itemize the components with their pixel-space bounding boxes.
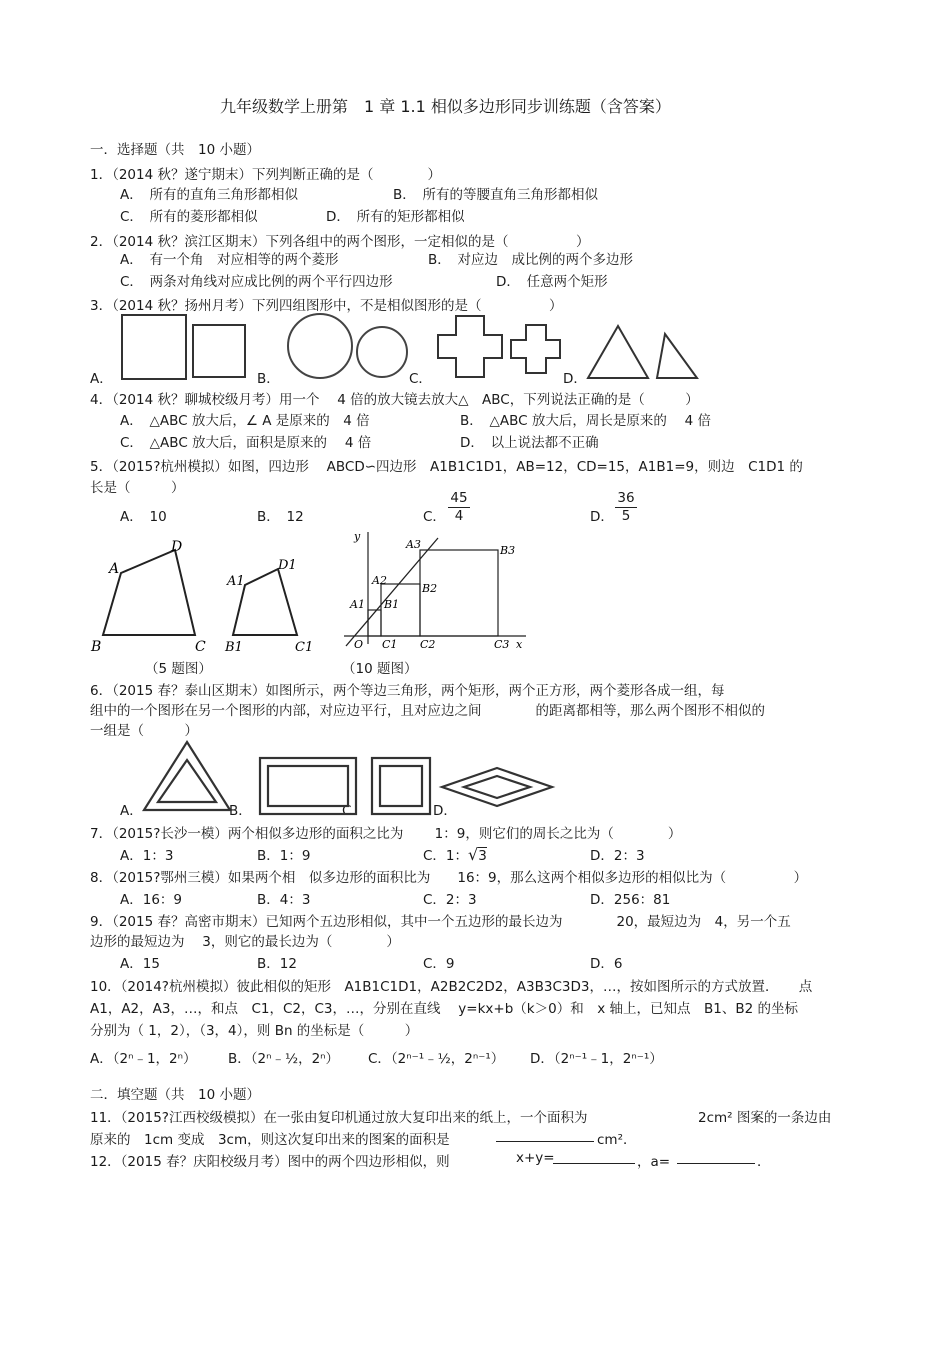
q3-figures: [100, 308, 720, 386]
q6-a-outer-triangle: [144, 742, 230, 810]
q10-figure-caption: （10 题图）: [342, 661, 418, 677]
q10-label-b3: B3: [500, 544, 516, 557]
q10-stem-line1: 10．（2014?杭州模拟）彼此相似的矩形 A1B1C1D1，A2B2C2D2，A3B3C3D3，…，按如图所示的方式放置． 点: [90, 979, 813, 995]
q6-option-d: D．: [433, 803, 457, 819]
q10-label-c1: C1: [382, 638, 398, 651]
q8-option-c: C．2：3: [423, 892, 477, 908]
q3-option-b: B．: [257, 371, 280, 387]
q6-d-outer-rhombus: [442, 768, 552, 806]
q5-c-denominator: 4: [454, 508, 464, 524]
q6-option-b: B．: [229, 803, 252, 819]
q6-option-c: C．: [342, 803, 365, 819]
q8-stem: 8．（2015?鄂州三模）如果两个相 似多边形的面积比为 16：9，那么这两个相似多边形的相似比为（ ）: [90, 870, 808, 886]
q12-a-label: ，a=: [637, 1154, 671, 1170]
q5-label-a1: A1: [227, 574, 245, 589]
q5-label-d: D: [171, 539, 183, 555]
q12-xy-label: x+y=: [516, 1150, 555, 1166]
q12-end: ．: [757, 1154, 771, 1170]
q10-label-o: O: [354, 638, 364, 651]
q3-option-a: A．: [90, 371, 113, 387]
q12-stem: 12．（2015 春？庆阳校级月考）图中的两个四边形相似，则: [90, 1154, 450, 1170]
q3-a-big-square: [122, 315, 186, 379]
q11-stem-line2: 原来的 1cm 变成 3cm，则这次复印出来的图案的面积是: [90, 1132, 450, 1148]
q7-option-d: D．2：3: [590, 848, 645, 864]
q9-option-d: D．6: [590, 956, 623, 972]
q10-option-c: C．（2ⁿ⁻¹﹣½，2ⁿ⁻¹）: [368, 1051, 505, 1067]
q7-stem: 7．（2015?长沙一模）两个相似多边形的面积之比为 1：9，则它们的周长之比为（ ）: [90, 826, 682, 842]
q10-option-b: B．（2ⁿ﹣½，2ⁿ）: [228, 1051, 340, 1067]
q7-option-c-label: C．1：: [423, 848, 469, 864]
q3-c-big-cross: [438, 316, 502, 377]
q3-d-big-triangle: [588, 326, 648, 378]
q5-option-a: A． 10: [120, 509, 167, 525]
q5-option-b: B． 12: [257, 509, 304, 525]
q9-option-c: C．9: [423, 956, 455, 972]
q3-stem: 3．（2014 秋？扬州月考）下列四组图形中，不是相似图形的是（ ）: [90, 298, 563, 314]
q1-option-c: C． 所有的菱形都相似: [120, 209, 258, 225]
q10-option-d: D．（2ⁿ⁻¹﹣1，2ⁿ⁻¹）: [530, 1051, 663, 1067]
q3-option-d: D．: [563, 371, 587, 387]
q4-option-b: B． △ABC 放大后，周长是原来的 4 倍: [460, 413, 712, 429]
q1-option-a: A． 所有的直角三角形都相似: [120, 187, 298, 203]
q3-d-small-triangle: [657, 334, 697, 378]
q1-stem: 1．（2014 秋？遂宁期末）下列判断正确的是（ ）: [90, 167, 441, 183]
q11-stem-line1b: 2cm² 图案的一条边由: [698, 1110, 832, 1126]
q10-label-y: y: [354, 530, 361, 543]
q6-stem-line2: 组中的一个图形在另一个图形的内部，对应边平行，且对应边之间 的距离都相等，那么两个图形不相似的: [90, 703, 765, 719]
q4-option-c: C． △ABC 放大后，面积是原来的 4 倍: [120, 435, 372, 451]
q5-stem-line2: 长是（ ）: [90, 480, 185, 496]
q10-label-a1: A1: [350, 598, 365, 611]
q10-rect-1: [368, 610, 381, 636]
q10-label-b2: B2: [422, 582, 438, 595]
q5-option-d: D．: [590, 509, 614, 525]
q5-figure-caption: （5 题图）: [145, 661, 212, 677]
q5-label-c: C: [195, 639, 206, 655]
q6-d-inner-rhombus: [464, 776, 530, 798]
q5-option-c: C．: [423, 509, 446, 525]
q5-label-c1: C1: [295, 640, 314, 655]
q5-d-numerator: 36: [615, 490, 637, 508]
q7-option-c-radicand: 3: [478, 848, 487, 864]
q1-option-d: D． 所有的矩形都相似: [326, 209, 465, 225]
q8-option-b: B．4：3: [257, 892, 311, 908]
section-heading-fill: 二．填空题（共 10 小题）: [90, 1087, 260, 1103]
q9-stem-line1: 9．（2015 春？高密市期末）已知两个五边形相似，其中一个五边形的最长边为 20，最短边为 4，另一个五: [90, 914, 791, 930]
q3-b-small-circle: [357, 327, 407, 377]
q10-stem-line2: A1，A2，A3，…，和点 C1，C2，C3，…，分别在直线 y=kx+b（k＞0）和 x 轴上，已知点 B1、B2 的坐标: [90, 1001, 798, 1017]
q1-option-b: B． 所有的等腰直角三角形都相似: [393, 187, 599, 203]
q6-a-inner-triangle: [158, 760, 216, 802]
q9-stem-line2: 边形的最短边为 3，则它的最长边为（ ）: [90, 934, 400, 950]
sqrt-icon: √: [468, 845, 479, 864]
q10-label-c2: C2: [420, 638, 436, 651]
q12-xy-blank[interactable]: [553, 1150, 635, 1168]
q5-label-a: A: [109, 561, 120, 577]
page-title: 九年级数学上册第 1 章 1.1 相似多边形同步训练题（含答案）: [220, 97, 671, 116]
q8-option-d: D．256：81: [590, 892, 671, 908]
q11-unit: cm²．: [597, 1132, 637, 1148]
q4-option-a: A． △ABC 放大后，∠ A 是原来的 4 倍: [120, 413, 370, 429]
q5-label-b: B: [91, 639, 102, 655]
q8-option-a: A．16：9: [120, 892, 183, 908]
q2-option-a: A． 有一个角 对应相等的两个菱形: [120, 252, 339, 268]
q3-a-small-square: [193, 325, 245, 377]
q11-answer-blank[interactable]: [496, 1128, 594, 1146]
q10-label-x: x: [516, 638, 523, 651]
q10-stem-line3: 分别为（ 1，2），（3，4），则 Bn 的坐标是（ ）: [90, 1023, 419, 1039]
q6-c-inner-square: [380, 766, 422, 806]
q2-option-d: D． 任意两个矩形: [496, 274, 608, 290]
q6-b-inner-rect: [268, 766, 348, 806]
q7-option-a: A．1：3: [120, 848, 174, 864]
q5-stem-line1: 5．（2015?杭州模拟）如图，四边形 ABCD∽四边形 A1B1C1D1，AB=12，CD=15，A1B1=9，则边 C1D1 的: [90, 459, 803, 475]
q9-option-a: A．15: [120, 956, 160, 972]
q4-option-d: D． 以上说法都不正确: [460, 435, 599, 451]
q11-stem-line1a: 11．（2015?江西校级模拟）在一张由复印机通过放大复印出来的纸上，一个面积为: [90, 1110, 588, 1126]
section-heading-choice: 一．选择题（共 10 小题）: [90, 142, 260, 158]
q2-stem: 2．（2014 秋？滨江区期末）下列各组中的两个图形，一定相似的是（ ）: [90, 234, 590, 250]
q3-c-small-cross: [511, 325, 560, 373]
q7-option-c: [423, 844, 487, 864]
q2-option-c: C． 两条对角线对应成比例的两个平行四边形: [120, 274, 393, 290]
q10-label-c3: C3: [494, 638, 510, 651]
q4-stem: 4．（2014 秋？聊城校级月考）用一个 4 倍的放大镜去放大△ ABC，下列说法正确的是（ ）: [90, 392, 699, 408]
q10-option-a: A．（2ⁿ﹣1，2ⁿ）: [90, 1051, 197, 1067]
q6-stem-line1: 6．（2015 春？泰山区期末）如图所示，两个等边三角形，两个矩形，两个正方形，两个菱形各成一组，每: [90, 683, 725, 699]
q6-stem-line3: 一组是（ ）: [90, 723, 198, 739]
q3-b-big-circle: [288, 314, 352, 378]
q6-option-a: A．: [120, 803, 143, 819]
q5-label-b1: B1: [225, 640, 243, 655]
q7-option-b: B．1：9: [257, 848, 311, 864]
q3-option-c: C．: [409, 371, 432, 387]
q5-c-numerator: 45: [448, 490, 470, 508]
q5-label-d1: D1: [278, 558, 297, 573]
q10-figure: [330, 528, 530, 656]
q5-figure: [85, 535, 325, 657]
q9-option-b: B．12: [257, 956, 297, 972]
q5-d-fraction: [615, 490, 637, 525]
q2-option-b: B． 对应边 成比例的两个多边形: [428, 252, 634, 268]
q12-a-blank[interactable]: [677, 1150, 755, 1168]
q10-label-b1: B1: [384, 598, 400, 611]
q10-label-a2: A2: [372, 574, 387, 587]
q6-figures: [140, 738, 560, 818]
q5-d-denominator: 5: [621, 508, 631, 524]
q10-label-a3: A3: [406, 538, 421, 551]
q5-c-fraction: [448, 490, 470, 525]
